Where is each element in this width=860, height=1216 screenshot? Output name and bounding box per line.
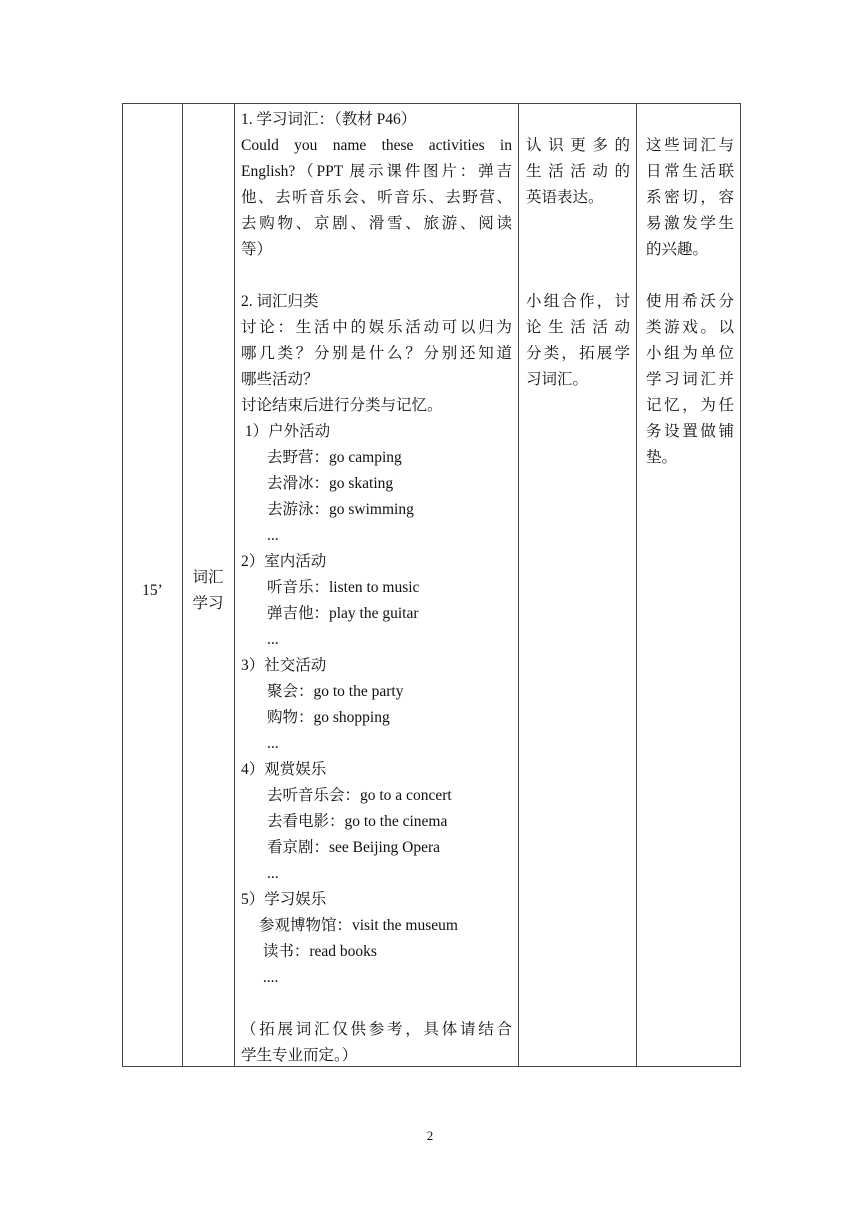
section1-line: Could you name these activities in [241, 137, 512, 154]
student-line: 认 识 更 多 的 [526, 137, 630, 154]
section1-line: English?（PPT 展示课件图片：弹吉 [241, 163, 512, 180]
note-line: （拓展词汇仅供参考，具体请结合 [241, 1021, 512, 1038]
category-item: ... [267, 631, 279, 648]
page-number: 2 [426, 1128, 434, 1143]
category-item: .... [259, 969, 279, 986]
category-item: 读书：read books [259, 943, 377, 960]
section1-line: 等） [241, 241, 273, 258]
category-item: 弹吉他：play the guitar [267, 605, 419, 622]
section1-line: 他、去听音乐会、听音乐、去野营、 [241, 189, 512, 206]
category-item: ... [267, 865, 279, 882]
category-item: 去滑冰：go skating [267, 475, 394, 492]
design-line: 这些词汇与 [646, 137, 734, 154]
category-title: 3）社交活动 [241, 657, 327, 674]
category-title: 1）户外活动 [241, 423, 331, 440]
student-line: 生 活 活 动 的 [526, 163, 630, 180]
section2-line: 讨论结束后进行分类与记忆。 [241, 397, 443, 414]
category-title: 4）观赏娱乐 [241, 761, 327, 778]
student-line: 习词汇。 [526, 371, 589, 388]
category-item: 去游泳：go swimming [267, 501, 414, 518]
category-item: 听音乐：listen to music [267, 579, 420, 596]
student-activity-cell [526, 133, 630, 211]
student-line: 分类，拓展学 [526, 345, 630, 362]
design-intent-cell [646, 133, 734, 263]
section1-line: 去购物、京剧、滑雪、旅游、阅读 [241, 215, 512, 232]
design-line: 类游戏。以 [646, 319, 734, 336]
category-item: 去野营：go camping [267, 449, 402, 466]
design-line: 系密切，容 [646, 189, 734, 206]
column-divider [234, 104, 235, 1066]
design-intent-cell [646, 289, 734, 471]
section2-line: 哪些活动？ [241, 371, 319, 388]
category-item: ... [267, 735, 279, 752]
category-item: 去听音乐会：go to a concert [267, 787, 452, 804]
design-line: 使用希沃分 [646, 293, 734, 310]
category-title: 2）室内活动 [241, 553, 327, 570]
section2-line: 讨论：生活中的娱乐活动可以归为 [241, 319, 512, 336]
time-cell [123, 578, 182, 604]
design-line: 学习词汇并 [646, 371, 734, 388]
design-line: 的兴趣。 [646, 241, 709, 258]
student-line: 小组合作，讨 [526, 293, 630, 310]
content-cell [241, 107, 512, 1069]
stage-label-line: 词汇 [192, 569, 224, 586]
category-item: 看京剧：see Beijing Opera [267, 839, 441, 856]
section1-heading: 1. 学习词汇：（教材 P46） [241, 111, 417, 128]
student-activity-cell [526, 289, 630, 393]
student-line: 论 生 活 活 动 [526, 319, 630, 336]
note-line: 学生专业而定。） [241, 1047, 358, 1064]
design-line: 记忆，为任 [646, 397, 734, 414]
design-line: 垫。 [646, 449, 678, 466]
column-divider [636, 104, 637, 1066]
design-line: 务设置做铺 [646, 423, 734, 440]
lesson-table [122, 103, 741, 1067]
category-item: ... [267, 527, 279, 544]
design-line: 小组为单位 [646, 345, 734, 362]
design-line: 日常生活联 [646, 163, 734, 180]
stage-label-line: 学习 [192, 595, 224, 612]
section2-heading: 2. 词汇归类 [241, 293, 319, 310]
category-item: 参观博物馆：visit the museum [259, 917, 458, 934]
column-divider [518, 104, 519, 1066]
section2-line: 哪几类？分别是什么？分别还知道 [241, 345, 512, 362]
category-item: 去看电影：go to the cinema [267, 813, 448, 830]
design-line: 易激发学生 [646, 215, 734, 232]
category-title: 5）学习娱乐 [241, 891, 327, 908]
category-item: 聚会：go to the party [267, 683, 404, 700]
time-value: 15’ [142, 582, 163, 599]
student-line: 英语表达。 [526, 189, 604, 206]
category-item: 购物：go shopping [267, 709, 390, 726]
stage-cell [182, 565, 234, 617]
